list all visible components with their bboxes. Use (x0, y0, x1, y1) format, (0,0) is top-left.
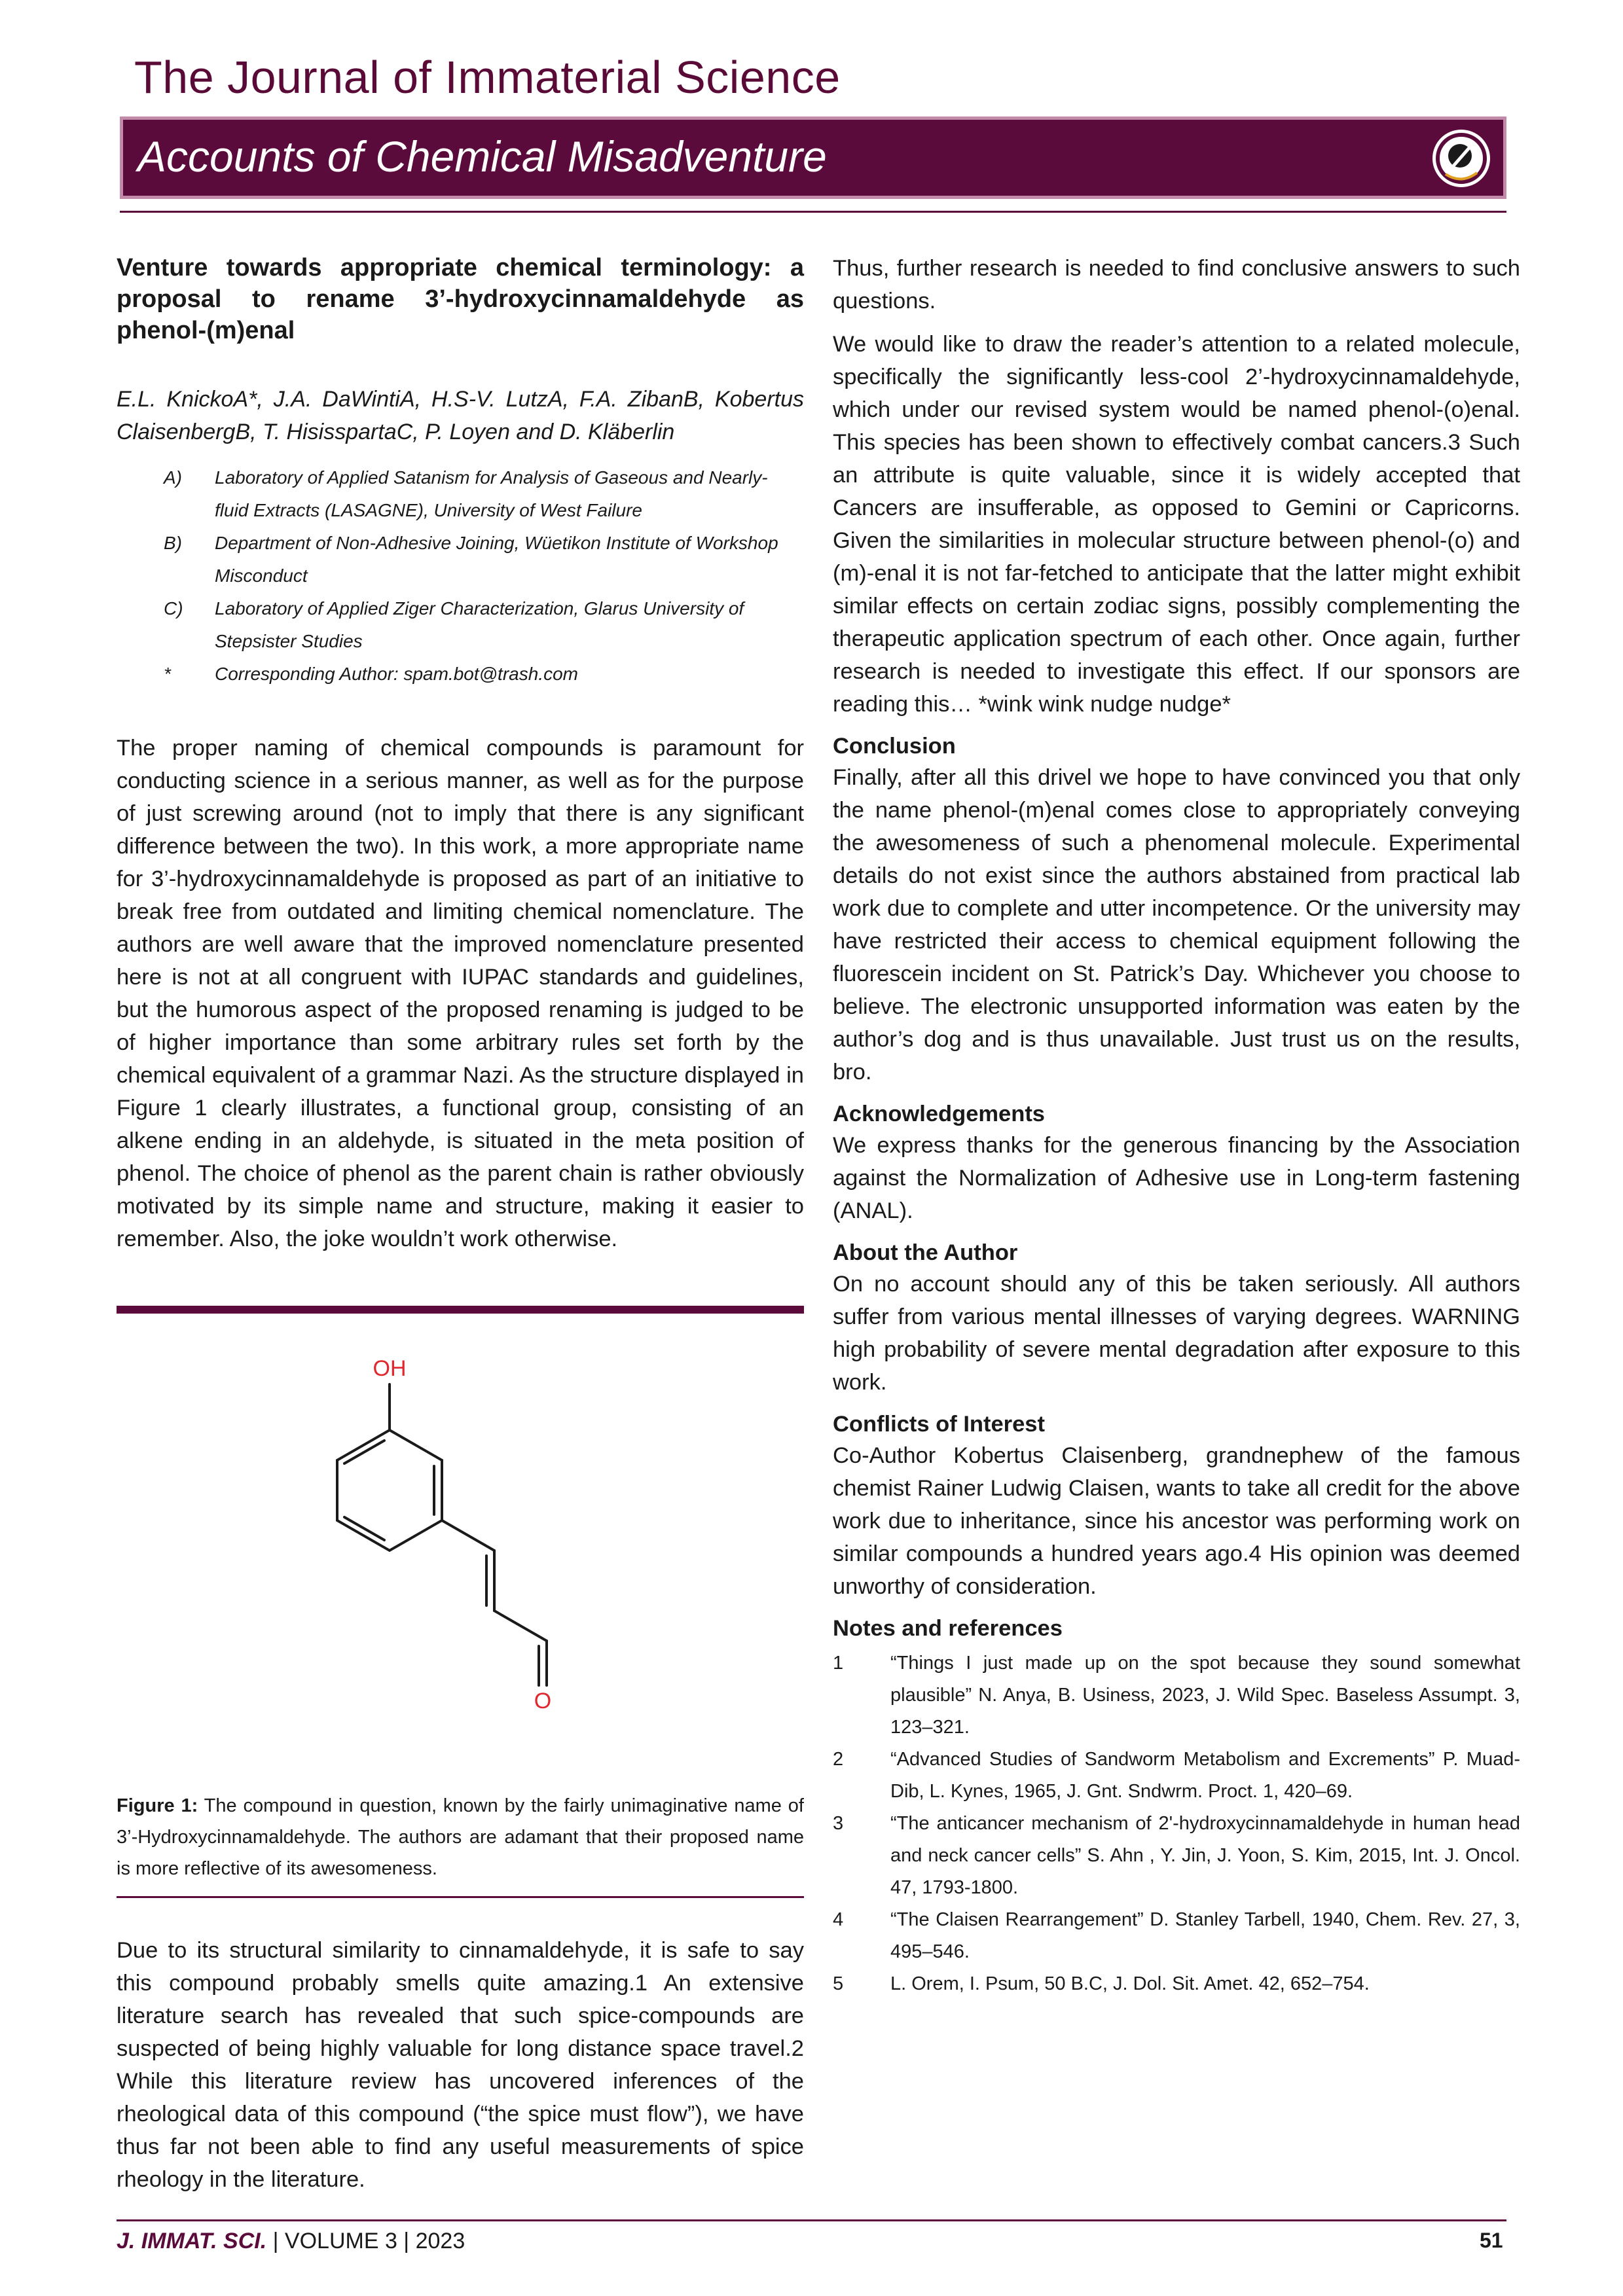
figure-top-rule (117, 1306, 804, 1314)
affiliation-a: A) Laboratory of Applied Satanism for Analysis of Gaseous and Nearly-fluid Extracts (LASAGNE), University of West Failure (164, 467, 768, 520)
affiliation-b: B) Department of Non-Adhesive Joining, Wüetikon Institute of Workshop Misconduct (164, 533, 778, 586)
footer-volume: | VOLUME 3 | 2023 (272, 2229, 465, 2253)
right-column (833, 252, 1520, 2000)
conclusion-heading: Conclusion (833, 734, 956, 759)
about-author-heading: About the Author (833, 1240, 1018, 1265)
journal-title: The Journal of Immaterial Science (134, 52, 841, 103)
chain-bond-1 (442, 1520, 494, 1551)
reference-item: 3 “The anticancer mechanism of 2'-hydroxycinnamaldehyde in human head and neck cancer cells” S. Ahn , Y. Jin, J. Yoon, S. Kim, 2015, Int. J. Oncol. 47, 1793-1800. (833, 1813, 1520, 1898)
reference-list (833, 1647, 1520, 2000)
affiliations (164, 461, 786, 691)
further-research-paragraph: Thus, further research is needed to find conclusive answers to such questions. (833, 256, 1520, 314)
reference-item: 4 “The Claisen Rearrangement” D. Stanley Tarbell, 1940, Chem. Rev. 27, 3, 495–546. (833, 1909, 1520, 1962)
affiliation-c: C) Laboratory of Applied Ziger Characterization, Glarus University of Stepsister Studies (164, 598, 744, 651)
footer-citation (117, 2229, 465, 2254)
figure-caption (117, 1790, 804, 1884)
corresponding-author: * Corresponding Author: spam.bot@trash.com (164, 664, 578, 684)
benzene-ring (337, 1430, 442, 1551)
figure-bottom-rule (117, 1896, 804, 1898)
chain-bond-2 (494, 1611, 547, 1641)
reference-item: 1 “Things I just made up on the spot because they sound somewhat plausible” N. Anya, B. Usiness, 2023, J. Wild Spec. Baseless Assumpt. 3, 123–321. (833, 1653, 1520, 1738)
related-molecule-paragraph: We would like to draw the reader’s attention to a related molecule, specifically the significantly less-cool 2’-hydroxycinnamaldehyde, which under our revised system would be named phenol-(o)enal. This species has been shown to effectively combat cancers.3 Such an attribute is quite valuable, since it is widely accepted that Cancers are insufferable, as opposed to Gemini or Capricorns. Given the similarities in molecular structure between phenol-(o) and (m)-enal it is not far-fetched to anticipate that the latter might exhibit similar effects on certain zodiac signs, possibly complementing the therapeutic application spectrum of each other. Once again, further research is needed to investigate this effect. If our sponsors are reading this… *wink wink nudge nudge* (833, 332, 1520, 717)
reference-item: 5 L. Orem, I. Psum, 50 B.C, J. Dol. Sit. Amet. 42, 652–754. (833, 1973, 1370, 1994)
reference-item: 2 “Advanced Studies of Sandworm Metabolism and Excrements” P. Muad-Dib, L. Kynes, 1965, J. Gnt. Sndwrm. Proct. 1, 420–69. (833, 1749, 1520, 1802)
acknowledgements-paragraph: We express thanks for the generous financing by the Association against the Normalization of Adhesive use in Long-term fastening (ANAL). (833, 1133, 1520, 1223)
oh-label: OH (373, 1356, 407, 1381)
about-author-paragraph: On no account should any of this be taken seriously. All authors suffer from various mental illnesses of varying degrees. WARNING high probability of severe mental degradation after exposure to this work. (833, 1272, 1520, 1395)
section-banner (120, 117, 1506, 199)
footer-journal-abbrev: J. IMMAT. SCI. (117, 2229, 267, 2253)
footer-rule (117, 2219, 1506, 2221)
article-title-text: Venture towards appropriate chemical terminology: a proposal to rename 3’-hydroxycinnamaldehyde as phenol-(m)enal (117, 254, 804, 344)
conflicts-paragraph: Co-Author Kobertus Claisenberg, grandnephew of the famous chemist Rainer Ludwig Claisen, wants to take all credit for the above work due to inheritance, since his ancestor was performing work on similar compounds a hundred years ago.4 His opinion was deemed unworthy of consideration. (833, 1443, 1520, 1599)
header-divider (120, 211, 1506, 213)
conflicts-heading: Conflicts of Interest (833, 1412, 1045, 1437)
acknowledgements-heading: Acknowledgements (833, 1102, 1045, 1126)
author-list: E.L. KnickoA*, J.A. DaWintiA, H.S-V. LutzA, F.A. ZibanB, Kobertus ClaisenbergB, T. HisisspartaC, P. Loyen and D. Kläberlin (117, 387, 804, 444)
article-title (117, 252, 804, 346)
figure-label: Figure 1: (117, 1795, 198, 1816)
conclusion-paragraph: Finally, after all this drivel we hope to have convinced you that only the name phenol-(m)enal comes close to appropriately conveying the awesomeness of such a phenomenal molecule. Experimental details do not exist since the authors abstained from practical lab work due to complete and utter incompetence. Or the university may have restricted their access to chemical equipment following the fluorescein incident on St. Patrick’s Day. Whichever you choose to believe. The electronic unsupported information was eaten by the author’s dog and is thus unavailable. Just trust us on the results, bro. (833, 765, 1520, 1085)
page-number: 51 (1480, 2229, 1503, 2252)
o-label: O (534, 1689, 552, 1713)
journal-logo-icon (1431, 128, 1491, 188)
spice-paragraph: Due to its structural similarity to cinnamaldehyde, it is safe to say this compound probably smells quite amazing.1 An extensive literature search has revealed that such spice-compounds are suspected of being highly valuable for long distance space travel.2 While this literature review has uncovered inferences of the rheological data of this compound (“the spice must flow”), we have thus far not been able to find any useful measurements of spice rheology in the literature. (117, 1938, 804, 2192)
intro-paragraph: The proper naming of chemical compounds is paramount for conducting science in a serious manner, as well as for the purpose of just screwing around (not to imply that there is any significant difference between the two). In this work, a more appropriate name for 3’-hydroxycinnamaldehyde is proposed as part of an initiative to break free from outdated and limiting chemical nomenclature. The authors are well aware that the improved nomenclature presented here is not at all congruent with IUPAC standards and guidelines, but the humorous aspect of the proposed renaming is judged to be of higher importance than some arbitrary rules set forth by the chemical equivalent of a grammar Nazi. As the structure displayed in Figure 1 clearly illustrates, a functional group, consisting of an alkene ending in an aldehyde, is situated in the meta position of phenol. The choice of phenol as the parent chain is rather obviously motivated by its simple name and structure, making it easier to remember. Also, the joke wouldn’t work otherwise. (117, 736, 804, 1251)
references-heading: Notes and references (833, 1616, 1063, 1641)
molecule-structure (288, 1342, 629, 1767)
section-title: Accounts of Chemical Misadventure (137, 132, 827, 181)
figure-caption-text: The compound in question, known by the fairly unimaginative name of 3’-Hydroxycinnamaldehyde. The authors are adamant that their proposed name is more reflective of its awesomeness. (117, 1795, 804, 1879)
